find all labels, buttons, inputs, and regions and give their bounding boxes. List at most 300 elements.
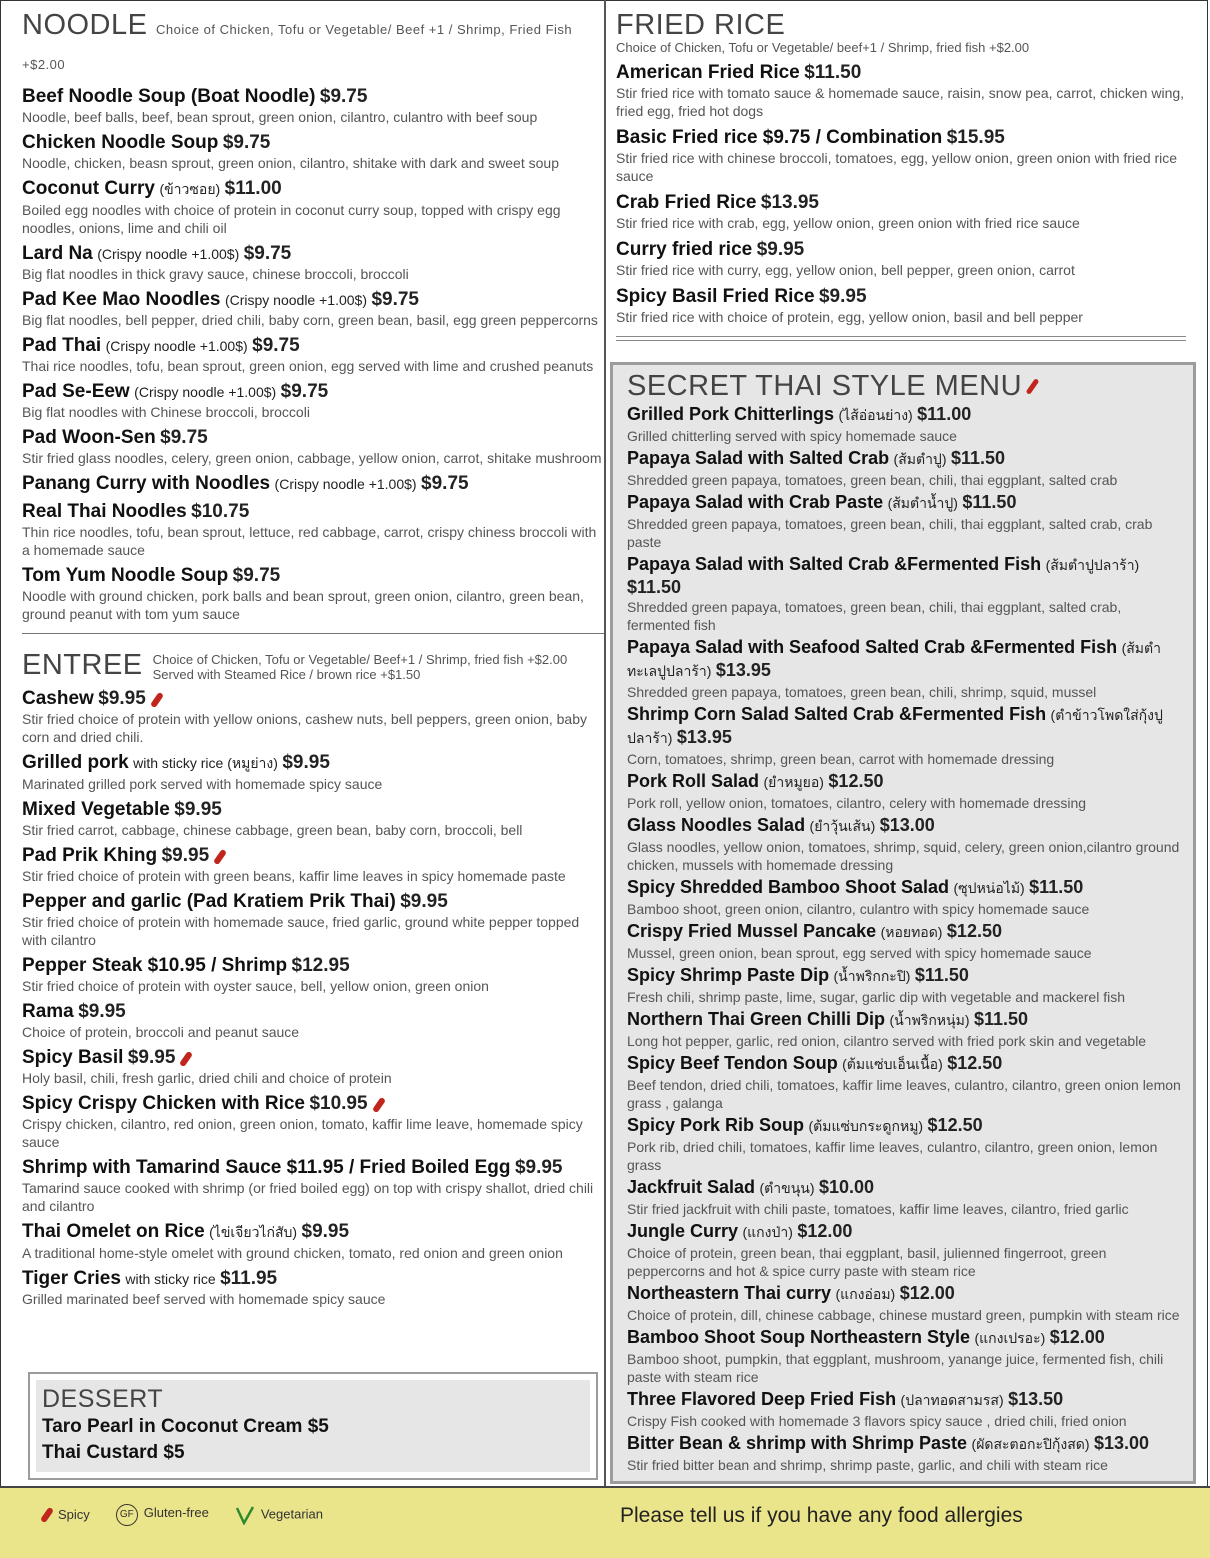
menu-item (22, 289, 604, 329)
item-name: Spicy Beef Tendon Soup (627, 1053, 838, 1073)
secret-menu-section (610, 362, 1196, 1484)
item-price: $12.50 (946, 921, 1002, 941)
entree-section (22, 650, 604, 1308)
menu-item (22, 688, 604, 746)
item-name: Spicy Shredded Bamboo Shoot Salad (627, 877, 950, 897)
item-price: $12.00 (899, 1283, 955, 1303)
menu-item (616, 62, 1192, 120)
item-price: $10.75 (191, 501, 250, 522)
item-description: Beef tendon, dried chili, tomatoes, kaffir lime leaves, culantro, cilantro, green onion lemon grass , galanga (627, 1077, 1181, 1111)
item-name: Pad Thai (22, 335, 102, 356)
item-description: Choice of protein, dill, chinese cabbage, chinese mustard green, pumpkin with steam rice (627, 1307, 1180, 1323)
item-description: Noodle, chicken, beasn sprout, green onion, cilantro, shitake with dark and sweet soup (22, 155, 559, 171)
menu-item-line (22, 799, 604, 821)
item-price: $9.75 (160, 427, 208, 448)
item-description: Stir fried bitter bean and shrimp, shrimp paste, garlic, and chili with steam rice (627, 1457, 1108, 1473)
fried-rice-note: Choice of Chicken, Tofu or Vegetable/ beef+1 / Shrimp, fried fish +$2.00 (616, 40, 1030, 55)
item-price: $9.95 (756, 239, 805, 260)
item-name: Curry fried rice (616, 239, 753, 260)
item-modifier: (Crispy noodle +1.00$) (224, 292, 367, 308)
item-name: Jungle Curry (627, 1221, 739, 1241)
dessert-panel (36, 1380, 590, 1472)
menu-item-line (627, 877, 1183, 900)
noodle-list (22, 86, 604, 623)
menu-item-line (627, 637, 1183, 683)
item-modifier: (Crispy noodle +1.00$) (97, 246, 240, 262)
item-name: Northern Thai Green Chilli Dip (627, 1009, 886, 1029)
chili-icon (179, 1050, 193, 1067)
menu-item-line (22, 1047, 604, 1069)
item-price: $13.00 (1094, 1433, 1150, 1453)
item-price: $9.95 (98, 688, 146, 709)
menu-item-line (22, 1268, 604, 1290)
item-modifier: (Crispy noodle +1.00$) (105, 338, 248, 354)
menu-item (627, 877, 1183, 918)
item-modifier: (ไส้อ่อนย่าง) (838, 407, 913, 423)
menu-item-line (22, 752, 604, 775)
section-divider (22, 633, 604, 634)
item-description: Thai rice noodles, tofu, bean sprout, green onion, egg served with lime and crushed peanuts (22, 358, 594, 374)
menu-item-line (627, 404, 1183, 427)
entree-note-rice: Served with Steamed Rice / brown rice +$1.50 (152, 667, 421, 682)
menu-item (22, 243, 604, 283)
menu-item (22, 845, 604, 885)
item-name: Pad Kee Mao Noodles (22, 289, 221, 310)
menu-item-line (627, 1433, 1183, 1456)
menu-item (22, 1093, 604, 1151)
menu-item-line (22, 955, 604, 977)
menu-item-line (22, 891, 604, 913)
menu-item-line (22, 1093, 604, 1115)
item-modifier: (Crispy noodle +1.00$) (134, 384, 277, 400)
legend-spicy-label: Spicy (58, 1506, 90, 1522)
menu-item-line (22, 86, 604, 108)
menu-item (627, 1327, 1183, 1386)
item-price: $11.50 (962, 492, 1017, 512)
item-description: Big flat noodles, bell pepper, dried chili, baby corn, green bean, basil, egg green peppercorns (22, 312, 598, 328)
item-description: Stir fried rice with crab, egg, yellow onion, green onion with fried rice sauce (616, 215, 1080, 231)
menu-item (22, 178, 604, 237)
menu-item (616, 239, 1192, 279)
menu-item-line (616, 239, 1192, 261)
item-description: Grilled chitterling served with spicy homemade sauce (627, 428, 957, 444)
menu-item (22, 473, 604, 495)
item-name: Tiger Cries (22, 1268, 121, 1289)
item-name: Northeastern Thai curry (627, 1283, 832, 1303)
item-name: Three Flavored Deep Fried Fish (627, 1389, 897, 1409)
item-price: $9.75 (280, 381, 329, 402)
item-price: $9.95 (282, 752, 330, 773)
item-description: Stir fried choice of protein with green beans, kaffir lime leaves in spicy homemade paste (22, 868, 566, 884)
item-description: Stir fried jackfruit with chili paste, tomatoes, kaffir lime leaves, cilantro, fried garlic (627, 1201, 1129, 1217)
menu-item-line (22, 1221, 604, 1244)
legend-veg-label: Vegetarian (260, 1506, 324, 1522)
item-modifier: (หอยทอด) (880, 924, 943, 940)
menu-item-line (22, 1001, 604, 1023)
item-price: $13.50 (1008, 1389, 1064, 1409)
item-name: Crispy Fried Mussel Pancake (627, 921, 877, 941)
menu-item (22, 955, 604, 995)
item-description: Stir fried rice with chinese broccoli, tomatoes, egg, yellow onion, green onion with fried rice sauce (616, 150, 1178, 184)
menu-item-line (616, 62, 1192, 84)
item-description: Stir fried glass noodles, celery, green onion, cabbage, yellow onion, carrot, shitake mushroom (22, 450, 602, 466)
item-price: $9.75 (222, 132, 271, 153)
item-name: Mixed Vegetable (22, 799, 170, 820)
item-name: Tom Yum Noodle Soup (22, 565, 229, 586)
item-price: $13.95 (715, 660, 771, 680)
item-description: A traditional home-style omelet with ground chicken, tomato, red onion and green onion (22, 1245, 563, 1261)
fried-rice-title: FRIED RICE (616, 9, 786, 41)
item-modifier: (แกงป่า) (742, 1224, 793, 1240)
item-name: Jackfruit Salad (627, 1177, 756, 1197)
item-name: Pad Se-Eew (22, 381, 130, 402)
item-price: $11.50 (950, 448, 1005, 468)
item-modifier: (ต้มแซ่บเอ็นเนื้อ) (842, 1056, 943, 1072)
item-price: $12.50 (927, 1115, 983, 1135)
item-name: Shrimp with Tamarind Sauce $11.95 / Fried Boiled Egg (22, 1157, 511, 1178)
item-name: Glass Noodles Salad (627, 815, 806, 835)
item-price: $9.95 (514, 1157, 563, 1178)
menu-item (627, 1009, 1183, 1050)
item-description: Choice of protein, broccoli and peanut sauce (22, 1024, 300, 1040)
menu-item (22, 1001, 604, 1041)
menu-item (22, 1221, 604, 1262)
menu-item (22, 1157, 604, 1215)
dessert-title: DESSERT (42, 1385, 164, 1413)
menu-item (22, 891, 604, 949)
item-price: $11.50 (1029, 877, 1084, 897)
item-price: $11.50 (804, 62, 862, 83)
item-price: $9.95 (161, 845, 210, 866)
item-description: Shredded green papaya, tomatoes, green bean, chili, thai eggplant, salted crab (627, 472, 1118, 488)
menu-item (627, 965, 1183, 1006)
item-price: $9.75 (319, 86, 368, 107)
entree-header (22, 650, 604, 682)
menu-item (22, 752, 604, 793)
item-description: Shredded green papaya, tomatoes, green bean, chili, thai eggplant, salted crab, fermented fish (627, 599, 1122, 633)
chili-icon (150, 691, 164, 708)
item-description: Mussel, green onion, bean sprout, egg served with spicy homemade sauce (627, 945, 1092, 961)
menu-item-line (627, 448, 1183, 471)
menu-item (22, 565, 604, 623)
menu-item-line (22, 178, 604, 201)
item-modifier: (แกงเปรอะ) (974, 1330, 1046, 1346)
item-name: Bamboo Shoot Soup Northeastern Style (627, 1327, 971, 1347)
item-name: Pepper and garlic (Pad Kratiem Prik Thai) (22, 891, 396, 912)
item-description: Boiled egg noodles with choice of protein in coconut curry soup, topped with crispy egg noodles, onions, lime and chili oil (22, 202, 561, 236)
item-name: Papaya Salad with Seafood Salted Crab &Fermented Fish (627, 637, 1118, 657)
menu-item-line (627, 704, 1183, 750)
secret-list (627, 404, 1183, 1474)
item-name: Pad Woon-Sen (22, 427, 156, 448)
gluten-free-icon: GF (116, 1504, 138, 1526)
fried-rice-list (616, 62, 1192, 326)
item-description: Stir fried choice of protein with oyster sauce, bell, yellow onion, green onion (22, 978, 489, 994)
menu-item-line (627, 1115, 1183, 1138)
entree-title: ENTREE (22, 649, 143, 681)
item-name: Chicken Noodle Soup (22, 132, 219, 153)
item-description: Noodle with ground chicken, pork balls and bean sprout, green onion, cilantro, green bean, ground peanut with tom yum sauce (22, 588, 584, 622)
item-price: $13.00 (879, 815, 935, 835)
item-description: Marinated grilled pork served with homemade spicy sauce (22, 776, 383, 792)
item-modifier: (แกงอ่อม) (835, 1286, 896, 1302)
item-modifier: (น้ำพริกหนุ่ม) (889, 1012, 970, 1028)
item-description: Stir fried rice with curry, egg, yellow onion, bell pepper, green onion, carrot (616, 262, 1075, 278)
menu-item (627, 448, 1183, 489)
item-price: $12.50 (828, 771, 884, 791)
menu-item-line (627, 492, 1183, 515)
item-description: Shredded green papaya, tomatoes, green bean, chili, thai eggplant, salted crab, crab paste (627, 516, 1153, 550)
item-description: Holy basil, chili, fresh garlic, dried chili and choice of protein (22, 1070, 392, 1086)
item-price: $9.75 (371, 289, 419, 310)
item-modifier: with sticky rice (125, 1271, 216, 1287)
menu-item (22, 132, 604, 172)
dessert-item: Taro Pearl in Coconut Cream $5 (42, 1416, 329, 1437)
menu-item (22, 1268, 604, 1308)
item-name: Grilled pork (22, 752, 129, 773)
menu-item-line (627, 554, 1183, 598)
item-price: $12.95 (291, 955, 350, 976)
item-description: Crispy Fish cooked with homemade 3 flavors spicy sauce , dried chili, fried onion (627, 1413, 1127, 1429)
chili-icon (213, 848, 227, 865)
allergy-notice: Please tell us if you have any food allergies (620, 1504, 1023, 1527)
item-description: Pork rib, dried chili, tomatoes, kaffir lime leaves, culantro, cilantro, green onion, lemon grass (627, 1139, 1158, 1173)
item-name: Beef Noodle Soup (Boat Noodle) (22, 86, 316, 107)
item-modifier: (ตำขนุน) (759, 1180, 815, 1196)
menu-item (22, 427, 604, 467)
item-name: Basic Fried rice $9.75 / Combination (616, 127, 943, 148)
item-modifier: (ผัดสะตอกะปิกุ้งสด) (971, 1436, 1090, 1452)
item-price: $11.00 (224, 178, 282, 199)
item-price: $13.95 (676, 727, 732, 747)
item-description: Fresh chili, shrimp paste, lime, sugar, garlic dip with vegetable and mackerel fish (627, 989, 1125, 1005)
menu-item-line (627, 1327, 1183, 1350)
item-description: Choice of protein, green bean, thai eggplant, basil, julienned fingerroot, green peppercorns and hot & spice curry paste with steam rice (627, 1245, 1107, 1279)
noodle-header (22, 10, 604, 80)
item-description: Long hot pepper, garlic, red onion, cilantro served with fried pork skin and vegetable (627, 1033, 1147, 1049)
vegetarian-icon (235, 1505, 255, 1525)
menu-item-line (22, 501, 604, 523)
item-name: Papaya Salad with Salted Crab (627, 448, 890, 468)
item-modifier: (ซุปหน่อไม้) (953, 880, 1025, 896)
menu-item-line (22, 688, 604, 710)
item-modifier: (ส้มตำทะเลปูปลาร้า) (627, 640, 1161, 679)
item-price: $11.50 (914, 965, 969, 985)
item-price: $10.00 (818, 1177, 875, 1197)
item-modifier: (Crispy noodle +1.00$) (274, 476, 417, 492)
item-name: Pad Prik Khing (22, 845, 158, 866)
menu-item (22, 335, 604, 375)
menu-item-line (22, 565, 604, 587)
item-modifier: with sticky rice (หมูย่าง) (133, 755, 278, 771)
section-divider (616, 336, 1186, 341)
item-description: Grilled marinated beef served with homemade spicy sauce (22, 1291, 386, 1307)
item-description: Pork roll, yellow onion, tomatoes, cilantro, celery with homemade dressing (627, 795, 1087, 811)
item-name: Rama (22, 1001, 74, 1022)
item-name: Spicy Basil (22, 1047, 124, 1068)
item-modifier: (ส้มตำน้ำปู) (887, 495, 958, 511)
item-name: Lard Na (22, 243, 93, 264)
menu-item-line (627, 921, 1183, 944)
item-modifier: (ตำข้าวโพดใส่กุ้งปูปลาร้า) (627, 707, 1163, 746)
item-name: Spicy Pork Rib Soup (627, 1115, 805, 1135)
menu-item-line (616, 286, 1192, 308)
menu-item-line (627, 771, 1183, 794)
menu-item-line (627, 1009, 1183, 1032)
item-name: Spicy Crispy Chicken with Rice (22, 1093, 305, 1114)
item-name: Panang Curry with Noodles (22, 473, 271, 494)
item-description: Stir fried choice of protein with yellow onions, cashew nuts, bell peppers, green onion, baby corn and dried chili. (22, 711, 587, 745)
menu-item (627, 1221, 1183, 1280)
item-price: $9.95 (174, 799, 222, 820)
item-name: Cashew (22, 688, 94, 709)
item-description: Stir fried rice with choice of protein, egg, yellow onion, basil and bell pepper (616, 309, 1083, 325)
item-modifier: (ส้มตำปู) (893, 451, 947, 467)
legend-gluten-free (116, 1504, 209, 1526)
menu-item (627, 704, 1183, 768)
item-modifier: (ข้าวซอย) (159, 181, 221, 197)
item-price: $9.75 (252, 335, 300, 356)
menu-item-line (627, 1177, 1183, 1200)
footer (0, 1486, 1210, 1558)
item-modifier: (ยำหมูยอ) (763, 774, 824, 790)
entree-notes (153, 650, 568, 682)
secret-header (627, 371, 1183, 401)
item-name: Thai Omelet on Rice (22, 1221, 205, 1242)
menu-item (22, 86, 604, 126)
menu-item (627, 404, 1183, 445)
item-modifier: (ยำวุ้นเส้น) (809, 818, 876, 834)
item-description: Tamarind sauce cooked with shrimp (or fried boiled egg) on top with crispy shallot, dried chili and cilantro (22, 1180, 594, 1214)
menu-item (616, 192, 1192, 232)
item-description: Crispy chicken, cilantro, red onion, green onion, tomato, kaffir lime leave, homemade spicy sauce (22, 1116, 583, 1150)
item-price: $9.95 (78, 1001, 126, 1022)
item-name: Grilled Pork Chitterlings (627, 404, 835, 424)
menu-item (627, 554, 1183, 634)
item-description: Bamboo shoot, pumpkin, that eggplant, mushroom, yanange juice, fermented fish, chili paste with steam rice (627, 1351, 1164, 1385)
menu-item (627, 492, 1183, 551)
fried-rice-section (616, 10, 1192, 326)
chili-icon (40, 1507, 54, 1524)
item-price: $9.95 (127, 1047, 176, 1068)
menu-item (627, 771, 1183, 812)
dessert-section (28, 1372, 598, 1480)
menu-item-line (627, 1221, 1183, 1244)
menu-item-line (627, 965, 1183, 988)
menu-item-line (22, 381, 604, 403)
item-description: Big flat noodles in thick gravy sauce, chinese broccoli, broccoli (22, 266, 409, 282)
item-description: Corn, tomatoes, shrimp, green bean, carrot with homemade dressing (627, 751, 1055, 767)
entree-note-protein: Choice of Chicken, Tofu or Vegetable/ Beef+1 / Shrimp, fried fish +$2.00 (152, 652, 568, 667)
item-price: $12.00 (797, 1221, 853, 1241)
item-name: American Fried Rice (616, 62, 800, 83)
item-name: Real Thai Noodles (22, 501, 187, 522)
item-price: $10.95 (309, 1093, 368, 1114)
menu-item-line (22, 335, 604, 357)
item-description: Thin rice noodles, tofu, bean sprout, lettuce, red cabbage, carrot, crispy chiness broccoli with a homemade sauce (22, 524, 597, 558)
dessert-item: Thai Custard $5 (42, 1442, 185, 1463)
item-price: $15.95 (946, 127, 1005, 148)
item-modifier: (ไข่เจียวไก่สับ) (209, 1224, 298, 1240)
menu-item-line (627, 1283, 1183, 1306)
menu-item-line (616, 192, 1192, 214)
item-price: $13.95 (760, 192, 820, 213)
item-price: $12.50 (947, 1053, 1003, 1073)
item-price: $9.75 (421, 473, 469, 494)
item-price: $11.95 (220, 1268, 278, 1289)
item-name: Pepper Steak $10.95 / Shrimp (22, 955, 288, 976)
menu-item-line (627, 815, 1183, 838)
item-price: $9.75 (243, 243, 292, 264)
menu-item (22, 799, 604, 839)
item-description: Big flat noodles with Chinese broccoli, broccoli (22, 404, 310, 420)
item-name: Papaya Salad with Salted Crab &Fermented Fish (627, 554, 1042, 574)
chili-icon (1026, 378, 1040, 395)
item-name: Spicy Shrimp Paste Dip (627, 965, 830, 985)
item-name: Shrimp Corn Salad Salted Crab &Fermented Fish (627, 704, 1047, 724)
menu-item (627, 1433, 1183, 1474)
menu-item (616, 127, 1192, 185)
menu-item (616, 286, 1192, 326)
item-name: Papaya Salad with Crab Paste (627, 492, 884, 512)
menu-item (627, 815, 1183, 874)
menu-item-line (22, 132, 604, 154)
item-modifier: (ส้มตำปูปลาร้า) (1045, 557, 1140, 573)
menu-item (627, 921, 1183, 962)
menu-item (627, 1115, 1183, 1174)
item-price: $12.00 (1049, 1327, 1105, 1347)
menu-item-line (22, 243, 604, 265)
menu-item-line (22, 473, 604, 495)
item-name: Pork Roll Salad (627, 771, 760, 791)
item-price: $9.95 (301, 1221, 350, 1242)
legend-spicy (44, 1507, 90, 1524)
item-description: Stir fried rice with tomato sauce & homemade sauce, raisin, snow pea, carrot, chicken wing, fried egg, fried hot dogs (616, 85, 1185, 119)
noodle-title: NOODLE (22, 9, 148, 41)
entree-list (22, 688, 604, 1308)
menu-item-line (22, 1157, 604, 1179)
item-modifier: (น้ำพริกกะปิ) (833, 968, 911, 984)
item-price: $9.75 (232, 565, 281, 586)
legend (44, 1504, 323, 1526)
menu-item (627, 1053, 1183, 1112)
item-price: $9.95 (818, 286, 867, 307)
left-column (22, 0, 604, 1308)
right-column (616, 0, 1192, 341)
item-description: Bamboo shoot, green onion, cilantro, culantro with spicy homemade sauce (627, 901, 1090, 917)
menu-item-line (627, 1053, 1183, 1076)
menu-item-line (627, 1389, 1183, 1412)
item-price: $9.95 (400, 891, 448, 912)
item-description: Noodle, beef balls, beef, bean sprout, green onion, cilantro, culantro with beef soup (22, 109, 538, 125)
item-description: Stir fried choice of protein with homemade sauce, fried garlic, ground white pepper topped with cilantro (22, 914, 580, 948)
item-description: Stir fried carrot, cabbage, chinese cabbage, green bean, baby corn, broccoli, bell (22, 822, 523, 838)
column-divider (604, 0, 606, 1486)
menu-item (627, 1389, 1183, 1430)
menu-item (627, 1283, 1183, 1324)
legend-gf-label: Gluten-free (143, 1505, 209, 1520)
menu-item (22, 1047, 604, 1087)
item-name: Crab Fried Rice (616, 192, 757, 213)
menu-item-line (616, 127, 1192, 149)
item-description: Shredded green papaya, tomatoes, green bean, chili, shrimp, squid, mussel (627, 684, 1097, 700)
item-description: Glass noodles, yellow onion, tomatoes, shrimp, squid, celery, green onion,cilantro ground chicken, mussels with homemade dressing (627, 839, 1180, 873)
menu-item (627, 637, 1183, 701)
item-price: $11.50 (973, 1009, 1029, 1029)
chili-icon (372, 1096, 386, 1113)
item-price: $11.00 (917, 404, 972, 424)
item-name: Spicy Basil Fried Rice (616, 286, 815, 307)
